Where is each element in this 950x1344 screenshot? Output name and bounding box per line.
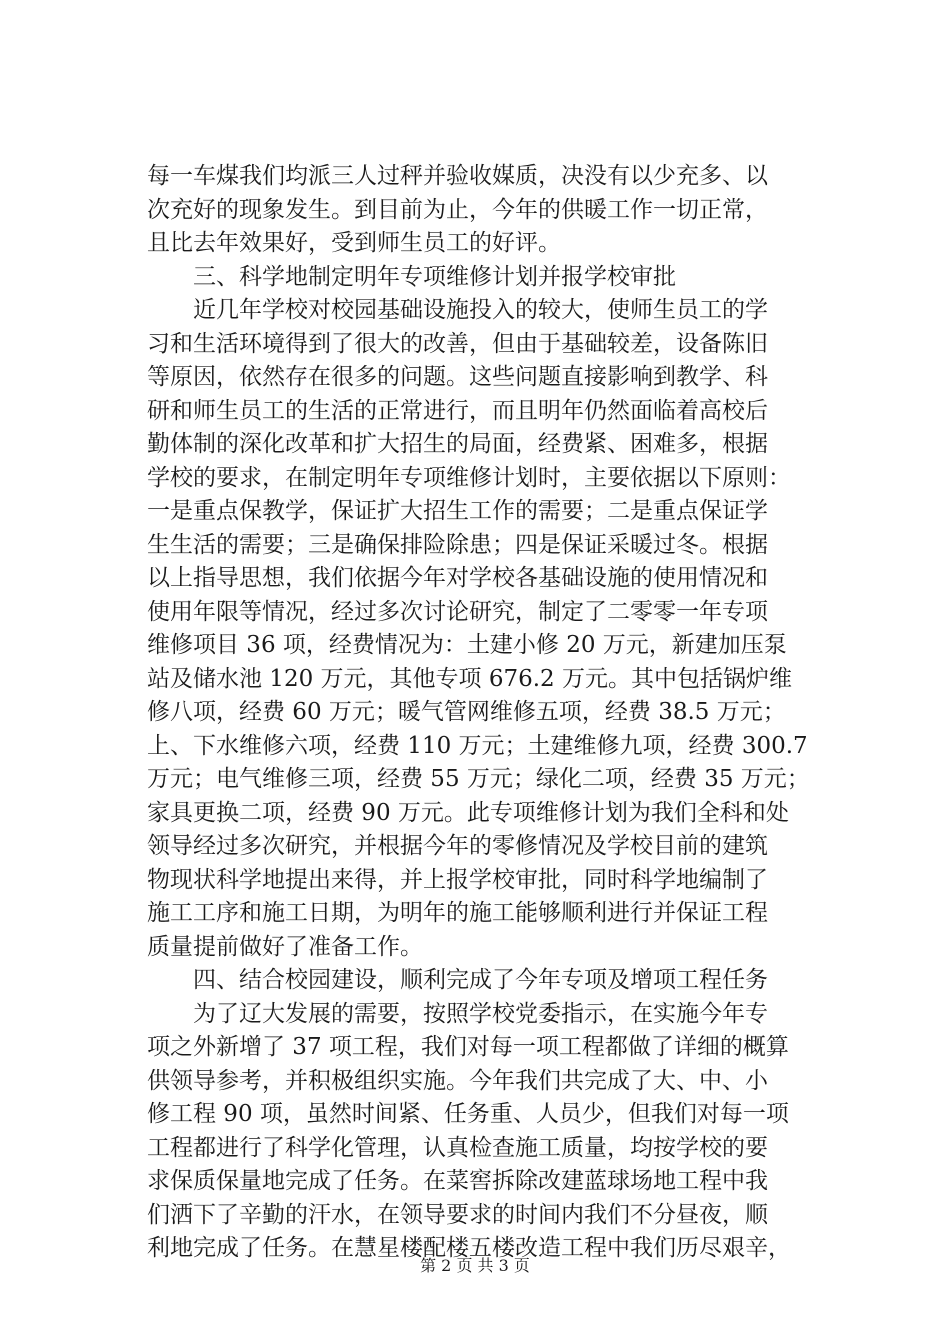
text-line: 供领导参考，并积极组织实施。今年我们共完成了大、中、小 (147, 1067, 768, 1094)
text-line: 项之外新增了 37 项工程，我们对每一项工程都做了详细的概算 (147, 1034, 789, 1060)
text-line: 次充好的现象发生。到目前为止，今年的供暖工作一切正常， (147, 196, 768, 223)
text-line: 站及储水池 120 万元，其他专项 676.2 万元。其中包括锅炉维 (147, 665, 792, 692)
text-line: 质量提前做好了准备工作。 (147, 933, 423, 960)
text-line: 勤体制的深化改革和扩大招生的局面，经费紧、困难多，根据 (147, 431, 768, 457)
document-body (147, 160, 867, 1266)
text-line: 工程都进行了科学化管理，认真检查施工质量，均按学校的要 (147, 1134, 768, 1161)
text-line: 生生活的需要；三是确保排险除患；四是保证采暖过冬。根据 (147, 531, 768, 558)
text-line: 修工程 90 项，虽然时间紧、任务重、人员少，但我们对每一项 (147, 1101, 789, 1127)
text-line: 利地完成了任务。在慧星楼配楼五楼改造工程中我们历尽艰辛， (147, 1235, 791, 1261)
text-line: 万元；电气维修三项，经费 55 万元；绿化二项，经费 35 万元； (147, 766, 810, 792)
text-line: 为了辽大发展的需要，按照学校党委指示，在实施今年专 (193, 1000, 768, 1027)
text-line: 且比去年效果好，受到师生员工的好评。 (147, 230, 561, 256)
text-line: 维修项目 36 项，经费情况为：土建小修 20 万元，新建加压泵 (147, 632, 787, 658)
text-line: 领导经过多次研究，并根据今年的零修情况及学校目前的建筑 (147, 833, 768, 859)
text-line: 们洒下了辛勤的汗水，在领导要求的时间内我们不分昼夜，顺 (147, 1201, 768, 1228)
text-line: 物现状科学地提出来得，并上报学校审批，同时科学地编制了 (147, 866, 768, 893)
text-line: 施工工序和施工日期，为明年的施工能够顺利进行并保证工程 (147, 900, 768, 926)
text-line: 每一车煤我们均派三人过秤并验收媒质，决没有以少充多、以 (147, 163, 768, 189)
text-line: 家具更换二项，经费 90 万元。此专项维修计划为我们全科和处 (147, 799, 789, 826)
text-line: 使用年限等情况，经过多次讨论研究，制定了二零零一年专项 (147, 598, 768, 625)
text-line: 近几年学校对校园基础设施投入的较大，使师生员工的学 (193, 297, 768, 323)
text-line: 研和师生员工的生活的正常进行，而且明年仍然面临着高校后 (147, 397, 768, 424)
text-line: 等原因，依然存在很多的问题。这些问题直接影响到教学、科 (147, 364, 768, 390)
page-number-footer: 第 2 页 共 3 页 (420, 1256, 530, 1275)
text-line: 习和生活环境得到了很大的改善，但由于基础较差，设备陈旧 (147, 330, 768, 357)
section-heading: 三、科学地制定明年专项维修计划并报学校审批 (193, 263, 676, 290)
text-line: 一是重点保教学，保证扩大招生工作的需要；二是重点保证学 (147, 498, 768, 524)
text-line: 求保质保量地完成了任务。在菜窖拆除改建蓝球场地工程中我 (147, 1168, 768, 1194)
text-line: 修八项，经费 60 万元；暖气管网维修五项，经费 38.5 万元； (147, 699, 786, 725)
text-line: 上、下水维修六项，经费 110 万元；土建维修九项，经费 300.7 (147, 732, 808, 759)
text-line: 学校的要求，在制定明年专项维修计划时，主要依据以下原则： (147, 464, 791, 491)
text-line: 以上指导思想，我们依据今年对学校各基础设施的使用情况和 (147, 565, 768, 591)
section-heading: 四、结合校园建设，顺利完成了今年专项及增项工程任务 (193, 967, 768, 993)
